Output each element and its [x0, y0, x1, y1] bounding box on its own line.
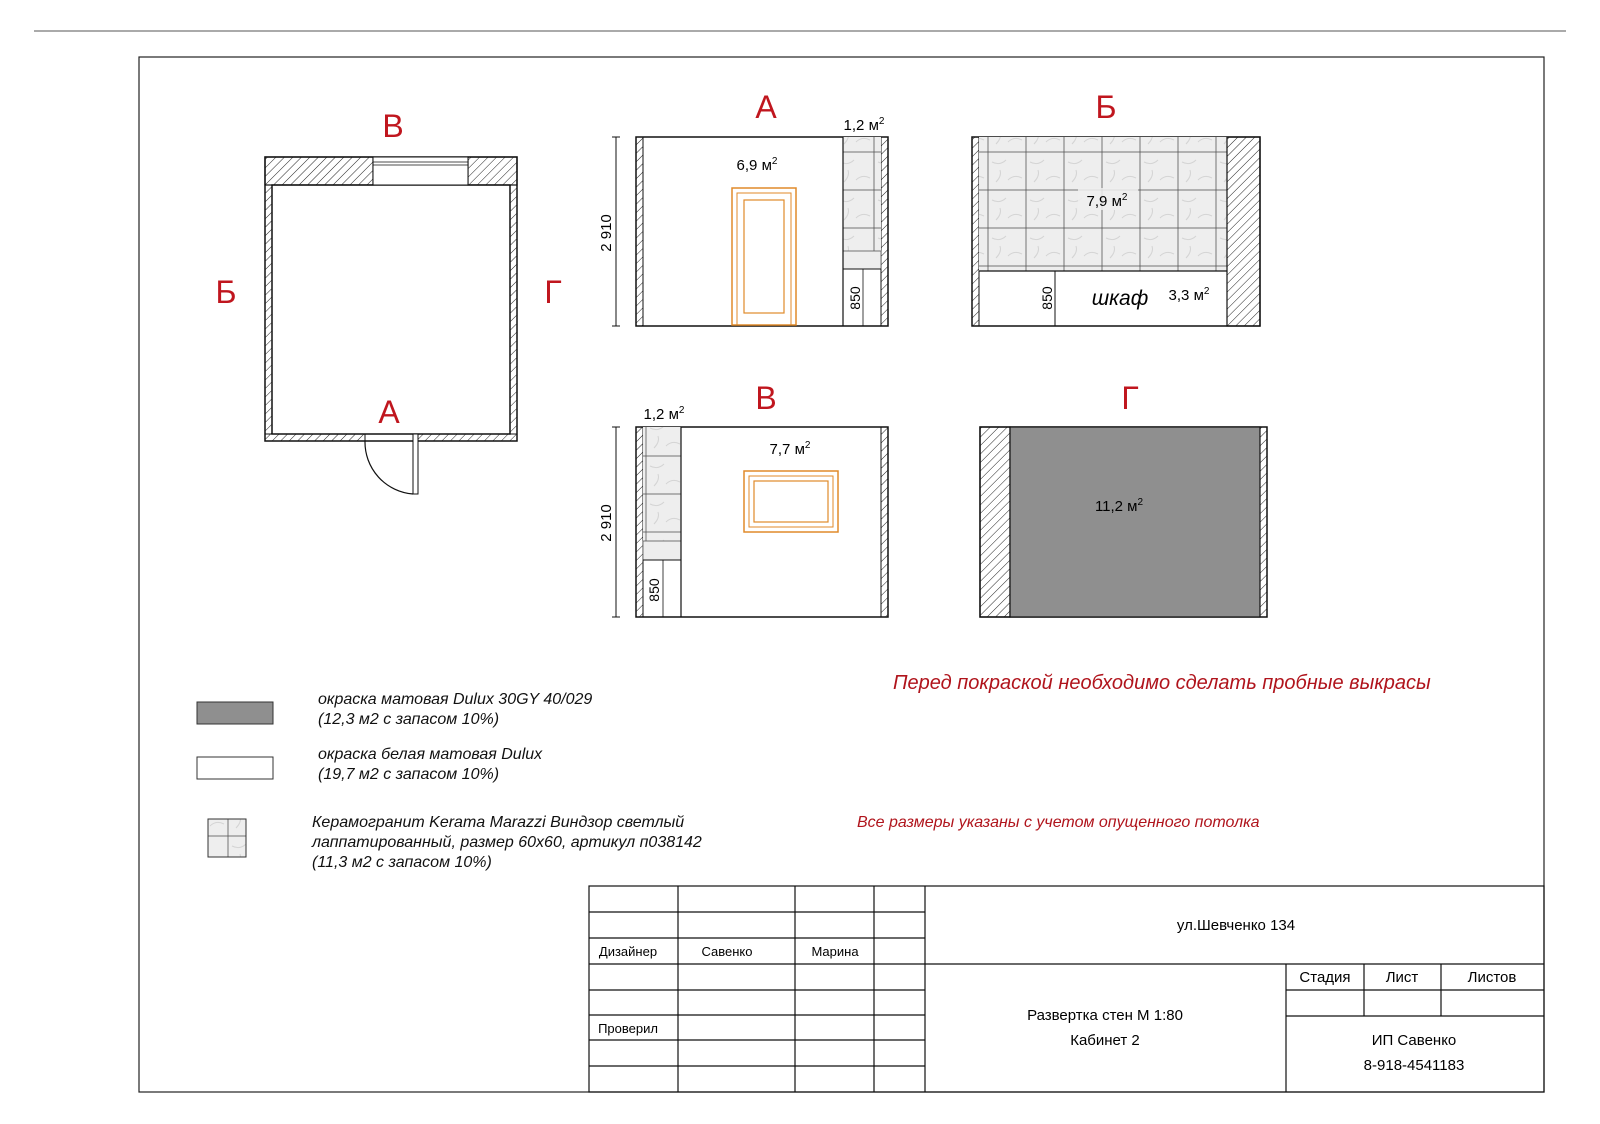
- legend-swatch-tile: [208, 819, 246, 857]
- painted-wall: [1010, 427, 1260, 617]
- plan-label-left: Б: [215, 274, 237, 310]
- designer-name: Марина: [811, 944, 859, 959]
- elevation-a-main-area: 6,9 $м^2$: [736, 156, 778, 174]
- elevation-g-paint-area: 11,2 $м^2$: [1094, 497, 1144, 515]
- plan-label-bottom: А: [378, 394, 400, 430]
- legend-item-white-paint: [318, 745, 542, 785]
- elevation-v-height: 2 910: [598, 504, 615, 542]
- plan-label-right: Г: [544, 274, 562, 310]
- plan-label-top: В: [382, 108, 404, 144]
- legend-swatch-gray: [197, 702, 273, 724]
- elevation-v-label: В: [755, 380, 777, 416]
- elevation-a-tile-height: 850: [847, 286, 863, 310]
- elevation-b-tile-height: 850: [1039, 286, 1055, 310]
- legend-item-tile: [312, 813, 702, 873]
- elevation-v-main-area: 7,7 $м^2$: [769, 440, 811, 458]
- designer-label: Дизайнер: [598, 944, 658, 959]
- elevation-b-label: Б: [1095, 89, 1117, 125]
- legend-tile-line2: лаппатированный, размер 60х60, артикул п038142: [312, 834, 702, 851]
- legend-white-line1: окраска белая матовая Dulux: [318, 746, 543, 763]
- floor-plan: [265, 157, 517, 494]
- elevation-a-height: 2 910: [598, 214, 615, 252]
- door-swing-arc: [365, 441, 413, 494]
- elevation-v-tile-height: 850: [646, 578, 662, 602]
- company-name: ИП Савенко: [1371, 1032, 1457, 1049]
- room-name: Кабинет 2: [1070, 1032, 1140, 1049]
- elevation-a-label: А: [755, 89, 777, 125]
- legend-tile-line3: (11,3 м2 с запасом 10%): [312, 854, 492, 871]
- elevation-b-cabinet-area: 3,3 $м^2$: [1168, 286, 1210, 304]
- designer-surname: Савенко: [701, 944, 753, 959]
- drawing-title: Развертка стен М 1:80: [1027, 1007, 1183, 1024]
- legend-gray-line1: окраска матовая Dulux 30GY 40/029: [318, 691, 593, 708]
- elevation-b-cabinet-label: шкаф: [1091, 287, 1149, 310]
- sheet-label: Лист: [1385, 969, 1419, 986]
- paint-test-note: Перед покраской необходимо сделать пробные выкрасы: [893, 672, 1431, 694]
- elevation-v-tile-area: 1,2 $м^2$: [643, 405, 685, 423]
- checked-label: Проверил: [598, 1021, 658, 1036]
- legend-gray-line2: (12,3 м2 с запасом 10%): [318, 711, 500, 728]
- elevation-g-label: Г: [1121, 380, 1139, 416]
- elevation-b-tile-area: 7,9 $м^2$: [1086, 192, 1128, 210]
- sheets-label: Листов: [1467, 969, 1517, 986]
- legend-white-line2: (19,7 м2 с запасом 10%): [318, 766, 500, 783]
- legend-tile-line1: Керамогранит Kerama Marazzi Виндзор светлый: [312, 814, 685, 831]
- elevation-a-tile-area: 1,2 $м^2$: [843, 116, 885, 134]
- company-phone: 8-918-4541183: [1363, 1057, 1465, 1074]
- legend-swatch-white: [197, 757, 273, 779]
- address: ул.Шевченко 134: [1176, 917, 1296, 934]
- elevation-g: [980, 427, 1267, 617]
- stage-label: Стадия: [1299, 969, 1351, 986]
- dimensions-note: Все размеры указаны с учетом опущенного потолка: [857, 814, 1260, 831]
- legend-item-gray-paint: [318, 690, 592, 730]
